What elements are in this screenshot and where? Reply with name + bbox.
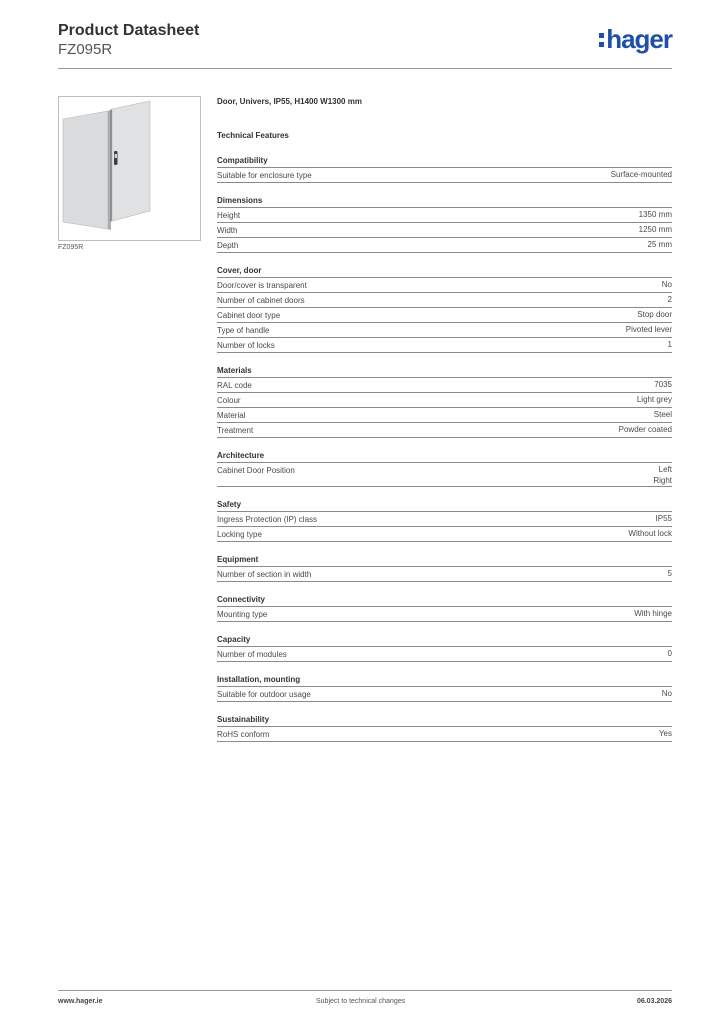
feature-sections [217,155,672,742]
feature-value [659,728,672,741]
footer-notice: Subject to technical changes [316,998,406,1005]
section-title: Materials [217,365,672,378]
feature-section [217,554,672,582]
document-title: Product Datasheet [58,22,200,39]
feature-section [217,714,672,742]
feature-label: Number of section in width [217,570,312,579]
feature-value-line: IP55 [655,514,672,523]
feature-section [217,195,672,253]
feature-label: Mounting type [217,610,268,619]
feature-label: Suitable for outdoor usage [217,690,311,699]
feature-value [626,324,672,337]
feature-value [628,528,672,541]
feature-label: Treatment [217,426,254,435]
feature-value-line: Left [658,465,672,474]
technical-content [217,96,672,742]
feature-label: Number of cabinet doors [217,296,305,305]
feature-value-line: 5 [667,569,672,578]
feature-label: RoHS conform [217,730,270,739]
feature-value [611,169,672,182]
feature-value-line: Light grey [636,395,672,404]
feature-section [217,674,672,702]
feature-value [668,339,672,352]
feature-value [634,608,672,621]
feature-label: Door/cover is transparent [217,281,307,290]
feature-value-line: Powder coated [618,425,672,434]
section-title: Equipment [217,554,672,567]
feature-label: Cabinet door type [217,311,281,320]
section-title: Compatibility [217,155,672,168]
feature-section [217,594,672,622]
feature-value-line: Pivoted lever [625,325,672,334]
feature-value [668,294,672,307]
feature-row [217,308,672,323]
feature-value-line: 1350 mm [638,210,672,219]
footer-website: www.hager.ie [58,998,103,1005]
feature-label: Width [217,226,238,235]
feature-value [619,424,672,437]
feature-row [217,278,672,293]
feature-row [217,527,672,542]
feature-label: Number of locks [217,341,275,350]
feature-row [217,168,672,183]
features-title: Technical Features [217,131,289,140]
feature-row [217,567,672,582]
image-caption: FZ095R [58,244,84,251]
feature-value [656,513,672,526]
feature-label: Material [217,411,246,420]
feature-value-line: 1 [667,340,672,349]
section-title: Connectivity [217,594,672,607]
feature-label: Type of handle [217,326,270,335]
feature-value-line: Right [653,476,672,485]
section-title: Safety [217,499,672,512]
section-title: Installation, mounting [217,674,672,687]
feature-section [217,634,672,662]
footer-date: 06.03.2026 [636,998,672,1005]
feature-value-line: 25 mm [647,240,672,249]
feature-value-line: Stop door [637,310,672,319]
feature-row [217,293,672,308]
feature-row [217,423,672,438]
feature-value-line: Yes [658,729,672,738]
feature-label: Suitable for enclosure type [217,171,312,180]
section-title: Dimensions [217,195,672,208]
feature-section [217,450,672,487]
feature-value [648,239,672,252]
feature-label: Locking type [217,530,262,539]
feature-value-line: 2 [667,295,672,304]
page-header [58,20,672,68]
feature-label: Cabinet Door Position [217,466,295,475]
footer-divider [58,990,672,991]
feature-row [217,647,672,662]
feature-section [217,499,672,542]
hager-logo [599,26,672,52]
feature-value [654,379,672,392]
double-door-image [59,97,200,240]
feature-label: Number of modules [217,650,287,659]
feature-row [217,393,672,408]
feature-row [217,323,672,338]
product-code: FZ095R [58,41,113,58]
feature-value-line: No [661,689,672,698]
feature-row [217,463,672,487]
feature-row [217,238,672,253]
feature-row [217,208,672,223]
feature-value [637,394,672,407]
feature-section [217,155,672,183]
header-divider [58,68,672,69]
logo-dots-icon [599,33,604,47]
feature-value-line: 0 [667,649,672,658]
feature-value [653,464,672,486]
feature-value-line: 1250 mm [638,225,672,234]
section-title: Capacity [217,634,672,647]
feature-label: Ingress Protection (IP) class [217,515,318,524]
feature-value-line: Without lock [628,529,672,538]
feature-value-line: 7035 [654,380,672,389]
feature-value [639,224,672,237]
section-title: Cover, door [217,265,672,278]
feature-row [217,607,672,622]
feature-row [217,512,672,527]
product-description: Door, Univers, IP55, H1400 W1300 mm [217,97,362,106]
feature-row [217,223,672,238]
feature-row [217,727,672,742]
section-title: Sustainability [217,714,672,727]
product-image [58,96,201,241]
feature-section [217,365,672,438]
feature-value [662,279,672,292]
feature-label: RAL code [217,381,252,390]
feature-label: Height [217,211,241,220]
feature-row [217,687,672,702]
feature-value [639,209,672,222]
feature-value [668,648,672,661]
feature-row [217,338,672,353]
feature-row [217,378,672,393]
section-title: Architecture [217,450,672,463]
feature-row [217,408,672,423]
logo-text: hager [606,24,672,54]
feature-value [668,568,672,581]
feature-value [637,309,672,322]
feature-value-line: No [661,280,672,289]
feature-label: Depth [217,241,239,250]
feature-value-line: Steel [653,410,672,419]
feature-label: Colour [217,396,241,405]
feature-value [654,409,672,422]
feature-value [662,688,672,701]
feature-section [217,265,672,353]
feature-value-line: Surface-mounted [610,170,672,179]
feature-value-line: With hinge [634,609,672,618]
